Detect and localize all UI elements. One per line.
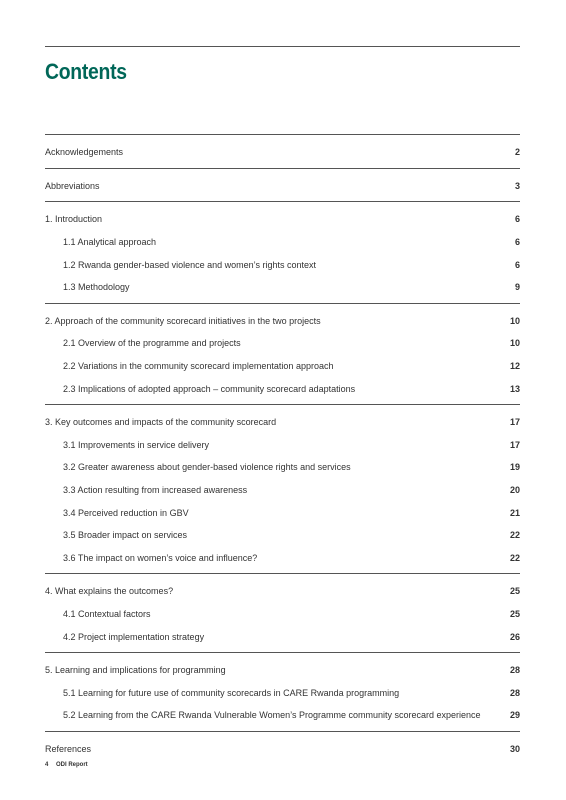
toc-subsection-link[interactable] xyxy=(45,625,520,648)
toc-entry-page-number: 2 xyxy=(514,147,520,158)
toc-entry-label: 3.4 Perceived reduction in GBV xyxy=(63,507,189,518)
toc-section-link[interactable] xyxy=(45,141,520,164)
toc-section-link[interactable] xyxy=(45,208,520,231)
toc-section xyxy=(45,303,520,404)
toc-section-link[interactable] xyxy=(45,175,520,198)
toc-entry-page-number: 22 xyxy=(509,530,520,541)
toc-entry-page-number: 6 xyxy=(514,237,520,248)
toc-entry-label: 3.5 Broader impact on services xyxy=(63,530,188,541)
toc-entry-label: References xyxy=(45,743,92,754)
toc-section xyxy=(45,201,520,302)
toc-subsection-link[interactable] xyxy=(45,377,520,400)
toc-section-link[interactable] xyxy=(45,411,520,434)
toc-entry-page-number: 28 xyxy=(509,687,520,698)
toc-entry-page-number: 20 xyxy=(509,485,520,496)
toc-entry-label: 4.1 Contextual factors xyxy=(63,608,151,619)
toc-subsection-link[interactable] xyxy=(45,434,520,457)
footer-page-number: 4 xyxy=(45,762,49,768)
toc-subsection-link[interactable] xyxy=(45,332,520,355)
toc-subsection-link[interactable] xyxy=(45,704,520,727)
toc-subsection-link[interactable] xyxy=(45,276,520,299)
toc-entry-page-number: 26 xyxy=(509,631,520,642)
toc-subsection-link[interactable] xyxy=(45,479,520,502)
toc-section-link[interactable] xyxy=(45,659,520,682)
toc-subsection-link[interactable] xyxy=(45,355,520,378)
toc-entry-label: 2.3 Implications of adopted approach – community scorecard adaptations xyxy=(63,383,356,394)
toc-subsection-link[interactable] xyxy=(45,501,520,524)
footer-report-name: ODI Report xyxy=(56,762,88,768)
toc-section-link[interactable] xyxy=(45,310,520,333)
toc-entry-label: 4. What explains the outcomes? xyxy=(45,586,174,597)
toc-subsection-link[interactable] xyxy=(45,547,520,570)
toc-entry-page-number: 6 xyxy=(514,259,520,270)
toc-entry-label: 2.2 Variations in the community scorecard implementation approach xyxy=(63,361,334,372)
toc-entry-page-number: 19 xyxy=(509,462,520,473)
toc-entry-page-number: 30 xyxy=(509,743,520,754)
toc-entry-label: Abbreviations xyxy=(45,180,100,191)
toc-entry-label: 5.1 Learning for future use of community scorecards in CARE Rwanda programming xyxy=(63,687,400,698)
toc-entry-page-number: 17 xyxy=(509,439,520,450)
toc-subsection-link[interactable] xyxy=(45,231,520,254)
toc-entry-page-number: 25 xyxy=(509,586,520,597)
toc-entry-label: 1.3 Methodology xyxy=(63,282,130,293)
toc-section xyxy=(45,168,520,202)
page-footer xyxy=(45,762,88,768)
toc-entry-label: 3.1 Improvements in service delivery xyxy=(63,439,210,450)
toc-entry-label: 2.1 Overview of the programme and projects xyxy=(63,338,241,349)
toc-section xyxy=(45,731,520,765)
table-of-contents xyxy=(45,134,520,764)
top-divider xyxy=(45,46,520,47)
toc-entry-label: 4.2 Project implementation strategy xyxy=(63,631,205,642)
toc-entry-page-number: 28 xyxy=(509,665,520,676)
toc-subsection-link[interactable] xyxy=(45,456,520,479)
toc-entry-page-number: 21 xyxy=(509,507,520,518)
toc-entry-label: 3.2 Greater awareness about gender-based violence rights and services xyxy=(63,462,351,473)
toc-section-link[interactable] xyxy=(45,738,520,761)
toc-entry-page-number: 9 xyxy=(514,282,520,293)
toc-entry-page-number: 10 xyxy=(509,315,520,326)
toc-entry-page-number: 12 xyxy=(509,361,520,372)
toc-entry-label: 3. Key outcomes and impacts of the community scorecard xyxy=(45,417,277,428)
toc-section-link[interactable] xyxy=(45,580,520,603)
toc-entry-label: 5.2 Learning from the CARE Rwanda Vulnerable Women’s Programme community scorecard experience xyxy=(63,710,481,721)
toc-entry-label: Acknowledgements xyxy=(45,147,124,158)
toc-entry-page-number: 22 xyxy=(509,552,520,563)
toc-entry-page-number: 10 xyxy=(509,338,520,349)
toc-entry-label: 3.6 The impact on women’s voice and influence? xyxy=(63,552,258,563)
page-title: Contents xyxy=(45,59,127,84)
toc-entry-label: 1. Introduction xyxy=(45,214,103,225)
toc-subsection-link[interactable] xyxy=(45,253,520,276)
toc-entry-page-number: 25 xyxy=(509,608,520,619)
toc-section xyxy=(45,573,520,652)
toc-entry-page-number: 29 xyxy=(509,710,520,721)
toc-entry-label: 3.3 Action resulting from increased awareness xyxy=(63,485,248,496)
toc-entry-label: 2. Approach of the community scorecard initiatives in the two projects xyxy=(45,315,321,326)
toc-entry-label: 1.2 Rwanda gender-based violence and women’s rights context xyxy=(63,259,316,270)
toc-subsection-link[interactable] xyxy=(45,603,520,626)
toc-entry-page-number: 6 xyxy=(514,214,520,225)
toc-subsection-link[interactable] xyxy=(45,524,520,547)
toc-entry-label: 5. Learning and implications for programming xyxy=(45,665,226,676)
toc-section xyxy=(45,652,520,731)
toc-section xyxy=(45,134,520,168)
toc-entry-page-number: 17 xyxy=(509,417,520,428)
toc-subsection-link[interactable] xyxy=(45,681,520,704)
toc-entry-page-number: 13 xyxy=(509,383,520,394)
toc-section xyxy=(45,404,520,573)
toc-entry-label: 1.1 Analytical approach xyxy=(63,237,157,248)
toc-entry-page-number: 3 xyxy=(514,180,520,191)
